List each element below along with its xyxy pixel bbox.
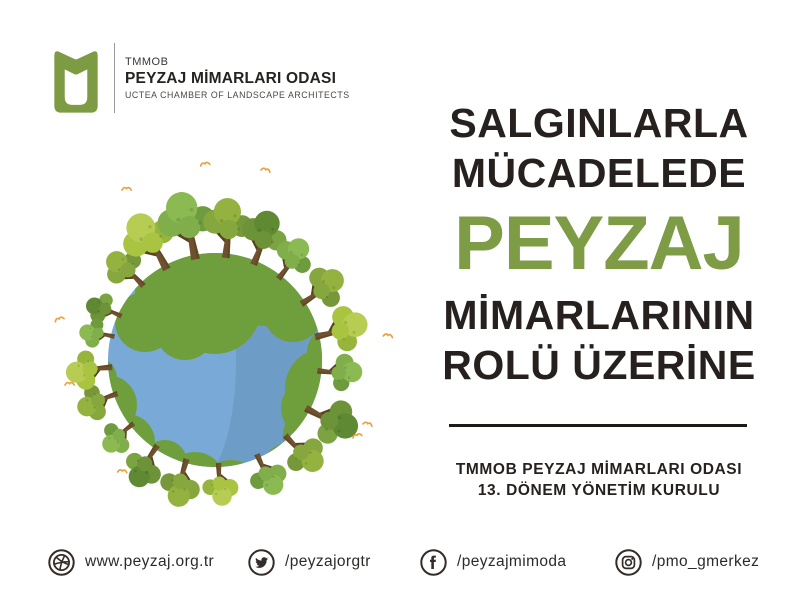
caption [438,459,760,501]
headline [438,98,760,390]
green-planet-illustration [25,150,425,550]
caption-line-2: 13. DÖNEM YÖNETİM KURULU [477,482,721,499]
globe-with-trees [25,150,425,550]
headline-highlight: PEYZAJ [454,201,744,286]
footer-item-twitter[interactable] [247,546,371,578]
headline-line-3: MİMARLARININ [443,292,755,338]
brand-subtitle: UCTEA CHAMBER OF LANDSCAPE ARCHITECTS [125,90,350,100]
twitter-icon [247,548,276,577]
brand-divider [114,43,115,113]
instagram-handle: /pmo_gmerkez [652,553,760,570]
footer-item-instagram[interactable] [614,546,759,578]
brand-header [50,40,350,116]
headline-line-1: SALGINLARLA [449,100,749,146]
website-handle: www.peyzaj.org.tr [85,553,215,570]
brand-abbr: TMMOB [125,56,169,68]
footer-item-website[interactable] [47,546,214,578]
instagram-icon [614,548,643,577]
website-icon [47,548,76,577]
twitter-handle: /peyzajorgtr [285,553,371,570]
brand-text [125,56,350,100]
caption-line-1: TMMOB PEYZAJ MİMARLARI ODASI [455,461,743,478]
chamber-logo-icon [50,40,102,116]
headline-line-4: ROLÜ ÜZERİNE [442,342,756,388]
facebook-icon [419,548,448,577]
brand-name: PEYZAJ MİMARLARI ODASI [125,70,337,87]
headline-line-2: MÜCADELEDE [451,150,747,196]
headline-divider-rule [449,424,747,427]
facebook-handle: /peyzajmimoda [457,553,567,570]
footer-item-facebook[interactable] [419,546,566,578]
